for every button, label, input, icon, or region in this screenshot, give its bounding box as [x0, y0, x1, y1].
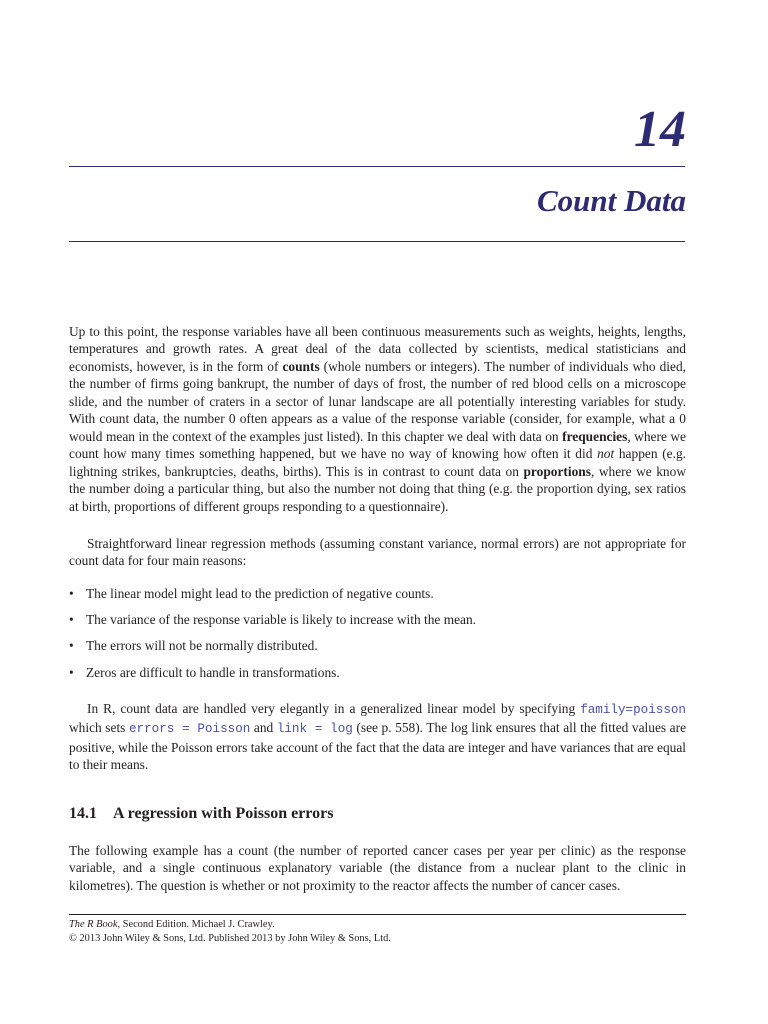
list-item: • Zeros are difficult to handle in transformations.	[69, 664, 340, 680]
footer	[69, 918, 391, 946]
glm-paragraph: In R, count data are handled very elegantly in a generalized linear model by specifying family=poisson which sets errors = Poisson and link = log (see p. 558). The log link ensures that all the fitted values are positive, while the Poisson errors take account of the fact that the data are integer and have variances that are equal to their means.	[69, 701, 687, 773]
term-counts: counts	[282, 358, 320, 374]
bullet-dot: •	[69, 612, 74, 628]
header-rule-top	[69, 166, 685, 167]
intro-paragraph-1: Up to this point, the response variables have all been continuous measurements such as weights, heights, lengths, temperatures and growth rates. A great deal of the data collected by scientists, medical statisticians and economists, however, is in the form of counts (whole numbers or integers). The number of individuals who died, the number of firms going bankrupt, the number of days of frost, the number of red blood cells on a microscope slide, and the number of craters in a sector of lunar landscape are all potentially interesting variables for study. With count data, the number 0 often appears as a value of the response variable (consider, for example, what a 0 would mean in the context of the examples just listed). In this chapter we deal with data on frequencies, where we count how many times something happened, but we have no way of knowing how often it did not happen (e.g. lightning strikes, bankruptcies, deaths, births). This is in contrast to count data on proportions, where we know the number doing a particular thing, but also the number not doing that thing (e.g. the proportion dying, sex ratios at birth, proportions of different groups responding to a questionnaire).	[69, 324, 687, 514]
term-proportions: proportions	[523, 463, 591, 479]
section-number: 14.1	[69, 805, 97, 822]
reasons-list	[69, 585, 686, 690]
emphasis-not: not	[597, 446, 615, 462]
section-paragraph: The following example has a count (the number of reported cancer cases per year per clinic) as the response variable, and a single continuous explanatory variable (the distance from a nuclear plant to the clinic in kilometres). The question is whether or not proximity to the reactor affects the number of cancer cases.	[69, 843, 686, 893]
code-family-poisson: family=poisson	[580, 703, 686, 717]
bullet-dot: •	[69, 638, 74, 654]
bullet-dot: •	[69, 586, 74, 601]
code-errors-poisson: errors = Poisson	[128, 722, 251, 737]
section-title: A regression with Poisson errors	[113, 805, 334, 822]
footer-line-1: The R Book, Second Edition. Michael J. Crawley.	[69, 919, 275, 930]
bullet-dot: •	[69, 664, 74, 680]
term-frequencies: frequencies	[562, 428, 628, 444]
section-heading	[69, 805, 333, 823]
list-item: • The variance of the response variable is likely to increase with the mean.	[69, 612, 477, 628]
list-item: • The linear model might lead to the prediction of negative counts.	[69, 586, 434, 601]
book-title: The R Book	[69, 919, 118, 930]
intro-paragraph-2: Straightforward linear regression methods (assuming constant variance, normal errors) are not appropriate for count data for four main reasons:	[69, 536, 686, 569]
chapter-number: 14	[634, 101, 686, 158]
footer-rule	[69, 914, 686, 915]
chapter-title: Count Data	[536, 183, 686, 218]
footer-line-2: © 2013 John Wiley & Sons, Ltd. Published 2013 by John Wiley & Sons, Ltd.	[69, 933, 391, 944]
list-item: • The errors will not be normally distributed.	[69, 638, 318, 654]
header-rule-bottom	[69, 241, 685, 242]
code-link-log: link = log	[276, 722, 353, 737]
